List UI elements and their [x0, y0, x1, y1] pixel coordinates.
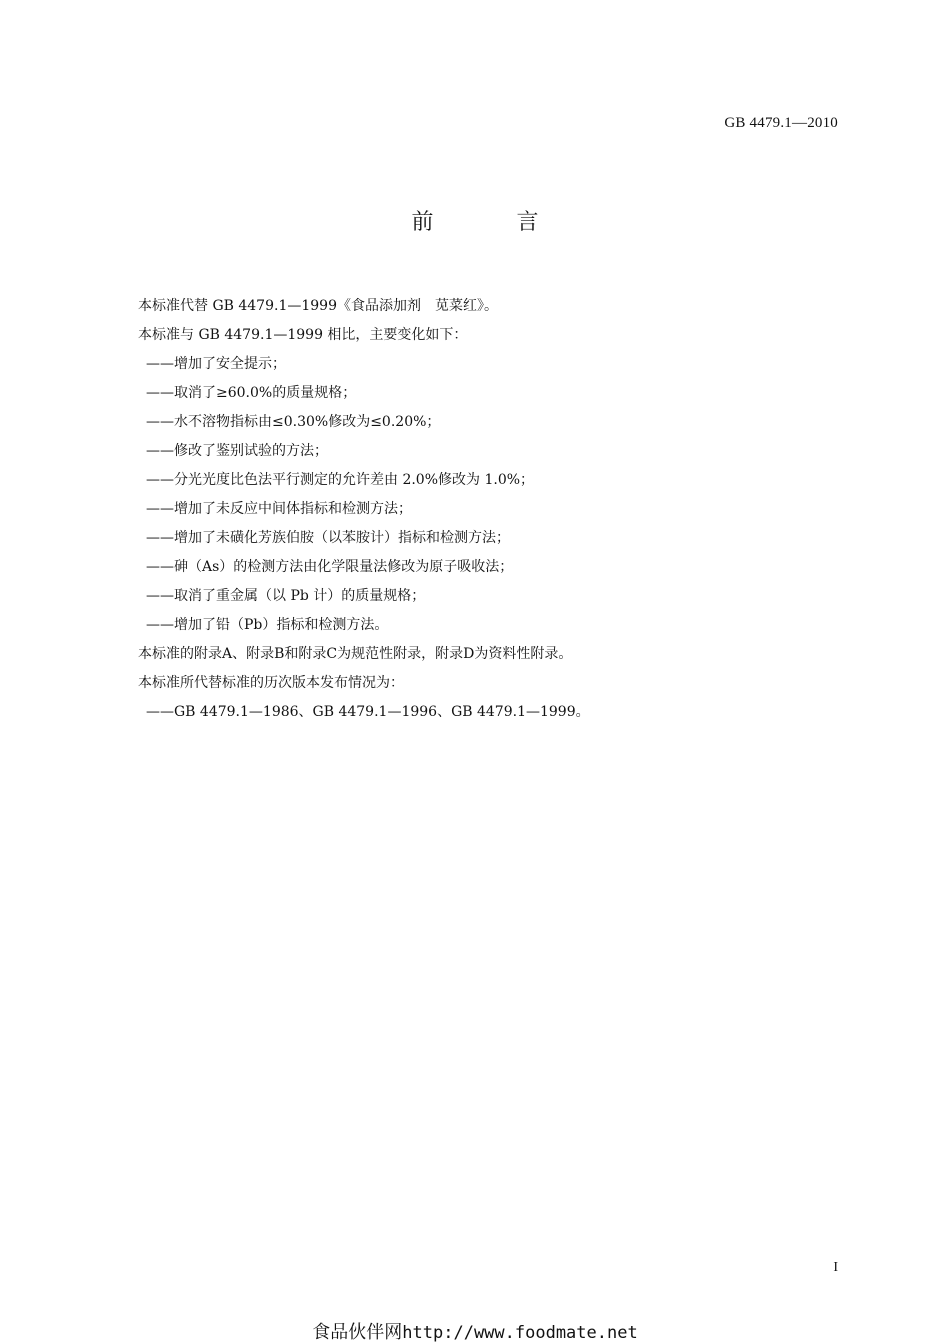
change-item: ——增加了未反应中间体指标和检测方法；	[146, 501, 412, 517]
change-item: ——增加了未磺化芳族伯胺（以苯胺计）指标和检测方法；	[146, 530, 510, 546]
change-item: ——分光光度比色法平行测定的允许差由 2.0%修改为 1.0%；	[146, 472, 535, 488]
change-item: ——增加了铅（Pb）指标和检测方法。	[146, 617, 389, 633]
changes-intro: 本标准与 GB 4479.1—1999 相比，主要变化如下：	[138, 327, 468, 343]
footer-watermark	[0, 1322, 950, 1344]
annex-note: 本标准的附录A、附录B和附录C为规范性附录，附录D为资料性附录。	[138, 646, 573, 662]
change-item: ——砷（As）的检测方法由化学限量法修改为原子吸收法；	[146, 559, 514, 575]
history-list: ——GB 4479.1—1986、GB 4479.1—1996、GB 4479.1—1999。	[146, 704, 590, 720]
standard-code: GB 4479.1—2010	[724, 115, 838, 131]
change-item: ——修改了鉴别试验的方法；	[146, 443, 328, 459]
page-number: I	[833, 1260, 838, 1275]
footer-site-name: 食品伙伴网	[312, 1322, 403, 1343]
change-item: ——增加了安全提示；	[146, 356, 286, 372]
change-item: ——取消了重金属（以 Pb 计）的质量规格；	[146, 588, 426, 604]
foreword-body	[138, 292, 818, 727]
change-item: ——取消了≥60.0%的质量规格；	[146, 385, 357, 401]
footer-url-link[interactable]: http://www.foodmate.net	[402, 1323, 638, 1343]
page-title: 前 言	[411, 210, 577, 235]
history-intro: 本标准所代替标准的历次版本发布情况为：	[138, 675, 404, 691]
change-item: ——水不溶物指标由≤0.30%修改为≤0.20%；	[146, 414, 441, 430]
replacement-statement: 本标准代替 GB 4479.1—1999《食品添加剂 苋菜红》。	[138, 298, 498, 314]
